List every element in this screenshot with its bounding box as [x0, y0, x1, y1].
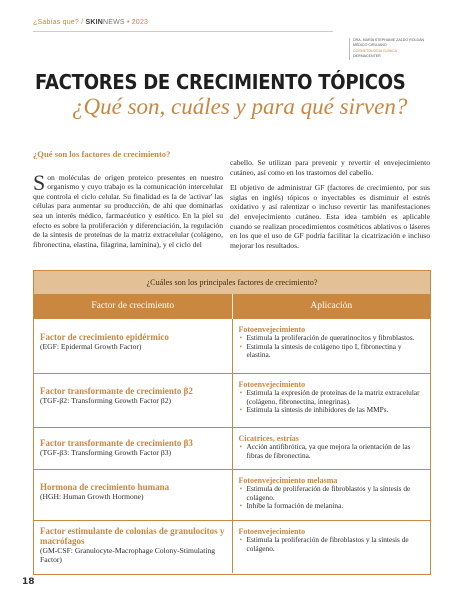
application-list [239, 389, 425, 415]
intro-text-1: on moléculas de origen proteico presentes en nuestro organismo y cuyo trabajo es la comunicación intercelular que controla el ciclo celular. Su finalidad es la de 'activar' las células para aumentar su producción, de ahí que dominarlas sea un interés médico, farmacéutico y estético. En la piel su efecto es sobre la proliferación y diferenciación, la regulación de la síntesis de proteínas de la matriz extracelular (colágeno, fibronectina, elastina, filagrina, laminina), y el ciclo del [33, 172, 223, 249]
application-item: • Estimula la proliferación de fibroblastos y la síntesis de colágeno. [239, 536, 425, 553]
factor-name: Factor estimulante de colonias de granulocitos y macrófagos [40, 526, 225, 546]
table-row [34, 469, 430, 520]
intro-heading: ¿Qué son los factores de crecimiento? [33, 149, 171, 159]
factor-abbreviation: (HGH: Human Growth Hormone) [40, 492, 144, 501]
table-row [34, 427, 430, 469]
application-title: Cicatrices, estrías [238, 434, 299, 443]
application-cell [232, 374, 431, 427]
application-list [239, 443, 425, 460]
brand-name: SKIN [85, 19, 103, 26]
factor-abbreviation: (TGF-β2: Transforming Growth Factor β2) [40, 396, 172, 405]
factor-cell [34, 374, 232, 427]
application-cell [232, 521, 431, 573]
intro-text-2: cabello. Se utilizan para prevenir y revertir el envejecimiento cutáneo, así como en los trastornos del cabello. [230, 158, 430, 177]
table-body [34, 319, 430, 573]
article-subtitle: ¿Qué son, cuáles y para qué sirven? [72, 94, 408, 119]
author-degree: MÉDICO CIRUJANO [353, 43, 387, 48]
application-list [239, 485, 425, 511]
application-title: Fotoenvejecimiento [238, 325, 306, 334]
intro-column-1 [33, 150, 223, 249]
application-item: • Estimula la proliferación de queratinocitos y fibroblastos. [239, 334, 425, 343]
application-item: • Estimula la expresión de proteínas de la matriz extracelular (colágeno, fibronectina, integrinas). [239, 389, 425, 406]
application-title: Fotoenvejecimiento melasma [238, 476, 338, 485]
year-separator: • [124, 19, 132, 26]
factor-name: Factor de crecimiento epidérmico [40, 332, 169, 342]
application-item: • Estimula de proliferación de fibroblastos y la síntesis de colágeno. [239, 485, 425, 502]
header-separator: / [81, 19, 84, 26]
factor-cell [34, 470, 232, 520]
application-item: • Acción antifibrótica, ya que mejora la orientación de las fibras de fibronectina. [239, 443, 425, 460]
intro-text-3: El objetivo de administrar GF (factores de crecimiento, por sus siglas en inglés) tópicos o inyectables es disminuir el estrés oxidativo y así ralentizar o incluso revertir las manifestaciones del envejecimiento cutáneo. Esta idea también es aplicable cuando se realizan procedimientos cosméticos ablativos o láseres en los que el uso de GF podría facilitar la cicatrización e incluso mejorar los resultados. [230, 183, 430, 250]
application-item: • Estimula la síntesis de inhibidores de las MMPs. [239, 406, 425, 415]
author-credit [349, 38, 439, 60]
column-header-application: Aplicación [232, 294, 431, 319]
application-title: Fotoenvejecimiento [238, 380, 306, 389]
table-title: ¿Cuáles son los principales factores de crecimiento? [34, 271, 430, 294]
author-name: DRA. MARÍA STEPHANIE ZALDO ROLDÁN [353, 38, 425, 42]
factor-abbreviation: (TGF-β3: Transforming Growth Factor β3) [40, 448, 172, 457]
column-header-factor: Factor de crecimiento [91, 301, 175, 311]
article-title: FACTORES DE CRECIMIENTO TÓPICOS [35, 70, 406, 94]
application-title: Fotoenvejecimiento [238, 527, 306, 536]
intro-column-2 [230, 158, 430, 250]
factor-abbreviation: (EGF: Epidermal Growth Factor) [40, 342, 142, 351]
factor-abbreviation: (GM-CSF: Granulocyte-Macrophage Colony-Stimulating Factor) [40, 546, 216, 564]
application-cell [232, 470, 431, 520]
factor-cell [34, 319, 232, 373]
application-item: • Inhibe la formación de melanina. [239, 502, 425, 511]
drop-cap: S [33, 169, 46, 195]
author-affiliation: DERMACENTER [353, 54, 381, 59]
application-list [239, 536, 425, 553]
application-list [239, 334, 425, 360]
factor-cell [34, 521, 232, 573]
section-label: ¿Sabías que? [33, 19, 79, 26]
factor-cell [34, 428, 232, 469]
application-cell [232, 319, 431, 373]
factor-name: Factor transformante de crecimiento β2 [40, 386, 193, 396]
factor-name: Factor transformante de crecimiento β3 [40, 438, 193, 448]
author-specialty: COSMETOLOGÍA CLÍNICA [353, 48, 398, 53]
header-rule [33, 31, 333, 32]
page-number: 18 [22, 577, 35, 587]
table-row [34, 319, 430, 373]
factor-name: Hormona de crecimiento humana [40, 482, 170, 492]
running-header [33, 19, 148, 26]
table-row [34, 373, 430, 427]
table-row [34, 520, 430, 573]
issue-year: 2023 [131, 19, 149, 26]
brand-suffix: NEWS [103, 19, 125, 26]
table-header [34, 294, 430, 319]
application-item: • Estimula la síntesis de colágeno tipo I, fibronectina y elastina. [239, 343, 425, 360]
application-cell [232, 428, 431, 469]
growth-factors-table [33, 270, 431, 575]
